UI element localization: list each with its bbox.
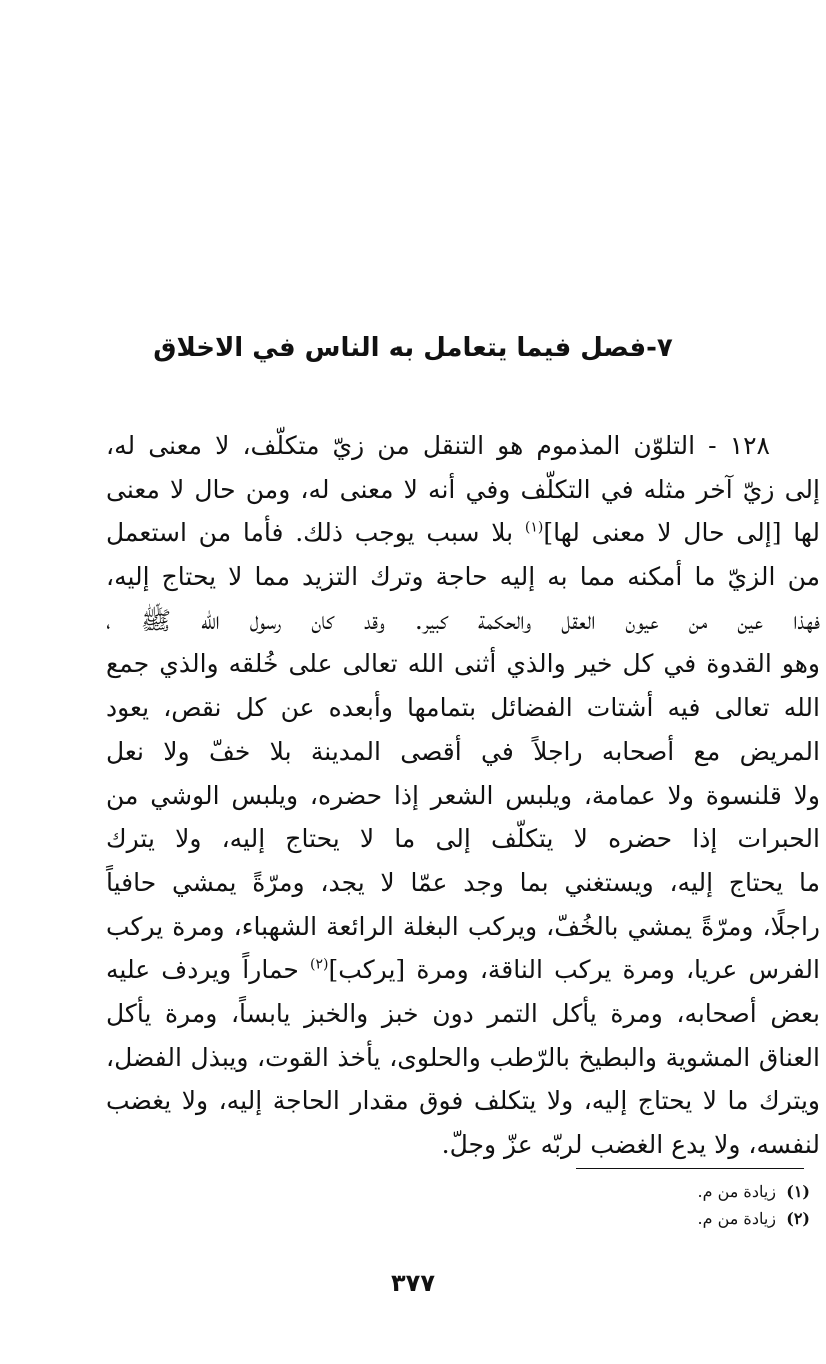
text-line: المريض مع أصحابه راجلاً في أقصى المدينة بلا خفّ ولا نعل [106, 736, 820, 766]
text-line-segment: حماراً ويردف عليه [106, 955, 310, 985]
chapter-title: ٧-فصل فيما يتعامل به الناس في الاخلاق [153, 333, 673, 363]
text-line: وهو القدوة في كل خير والذي أثنى الله تعالى على خُلقه والذي جمع [106, 649, 820, 679]
footnote-text: زيادة من م. [697, 1182, 776, 1201]
text-line: بعض أصحابه، ومرة يأكل التمر دون خبز والخبز يابساً، ومرة يأكل [106, 998, 820, 1028]
footnote-number: (١) [786, 1182, 810, 1201]
footnote-number: (٢) [786, 1209, 810, 1228]
paragraph-128 [106, 424, 820, 1167]
text-line-segment: بلا سبب يوجب ذلك. فأما من استعمل [106, 518, 525, 548]
footnote [560, 1178, 810, 1205]
text-line: فهذا عين من عيون العقل والحكمة كبير. وقد كان رسول الله ﷺ ، [106, 605, 820, 635]
text-line-with-footnote [106, 511, 820, 555]
footnote-reference: (٢) [310, 956, 329, 973]
text-line: ولا قلنسوة ولا عمامة، ويلبس الشعر إذا حضره، ويلبس الوشي من [106, 780, 820, 810]
text-line: من الزيّ ما أمكنه مما به إليه حاجة وترك التزيد مما لا يحتاج إليه، [106, 562, 820, 592]
text-line: ١٢٨ - التلوّن المذموم هو التنقل من زيّ متكلّف، لا معنى له، [106, 431, 770, 460]
footnote-divider [576, 1168, 804, 1169]
footnote-text: زيادة من م. [697, 1209, 776, 1228]
footnote [560, 1205, 810, 1232]
text-line: العناق المشوية والبطيخ بالرّطب والحلوى، يأخذ القوت، ويبذل الفضل، [106, 1042, 820, 1072]
text-line: ويترك ما لا يحتاج إليه، ولا يتكلف فوق مقدار الحاجة إليه، ولا يغضب [106, 1086, 820, 1116]
text-line-segment: لها [إلى حال لا معنى لها] [543, 518, 820, 548]
page-number: ٣٧٧ [391, 1269, 435, 1297]
text-line: إلى زيّ آخر مثله في التكلّف وفي أنه لا معنى له، ومن حال لا معنى [106, 474, 820, 504]
text-line: لنفسه، ولا يدع الغضب لربّه عزّ وجلّ. [441, 1130, 820, 1159]
text-line: ما يحتاج إليه، ويستغني بما وجد عمّا لا يجد، ومرّةً يمشي حافياً [106, 867, 820, 897]
text-line-segment: الفرس عريا، ومرة يركب الناقة، ومرة [يركب] [328, 955, 820, 985]
text-line: الحبرات إذا حضره لا يتكلّف إلى ما لا يحتاج إليه، ولا يترك [106, 824, 820, 854]
footnote-reference: (١) [524, 520, 544, 537]
footnotes [560, 1178, 810, 1232]
text-line: الله تعالى فيه أشتات الفضائل بتمامها وأبعده عن كل نقص، يعود [106, 693, 820, 723]
text-line: راجلًا، ومرّةً يمشي بالخُفّ، ويركب البغلة الرائعة الشهباء، ومرة يركب [106, 911, 820, 941]
text-line-with-footnote [106, 948, 820, 992]
